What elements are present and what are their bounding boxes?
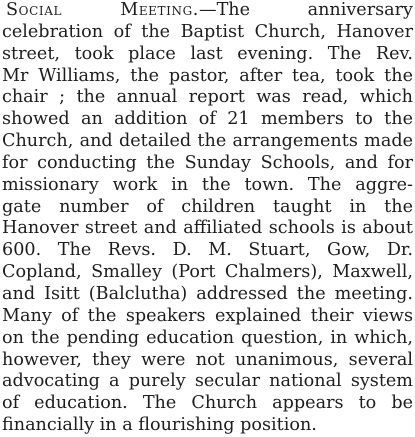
article-line: Church, and detailed the arrangements made [2, 131, 413, 152]
article-line: 600. The Revs. D. M. Stuart, Gow, Dr. [2, 240, 413, 261]
article-heading: Social Meeting. [6, 0, 199, 20]
article-line: advocating a purely secular national system [2, 371, 413, 392]
article-line: missionary work in the town. The aggre- [2, 174, 413, 195]
article-column [2, 0, 413, 437]
article-line [2, 0, 413, 22]
article-line: street, took place last evening. The Rev. [2, 43, 413, 64]
article-line: Mr Williams, the pastor, after tea, took the [2, 65, 413, 86]
article-line: chair ; the annual report was read, which [2, 87, 413, 108]
article-line: of education. The Church appears to be [2, 393, 413, 414]
article-line: and Isitt (Balclutha) addressed the meeting. [2, 283, 413, 304]
article-line: on the pending education question, in which, [2, 327, 413, 348]
article-line: Copland, Smalley (Port Chalmers), Maxwell, [2, 262, 413, 283]
article-line: for conducting the Sunday Schools, and for [2, 152, 413, 173]
article-line: however, they were not unanimous, several [2, 349, 413, 370]
article-line-text: —The anniversary [198, 0, 414, 20]
article-line: showed an addition of 21 members to the [2, 109, 413, 130]
article-line: financially in a flourishing position. [2, 415, 317, 436]
article-line: Many of the speakers explained their views [2, 305, 413, 326]
article-line: gate number of children taught in the [2, 196, 413, 217]
article-line: celebration of the Baptist Church, Hanover [2, 21, 413, 42]
article-line: Hanover street and affiliated schools is about [2, 218, 413, 239]
